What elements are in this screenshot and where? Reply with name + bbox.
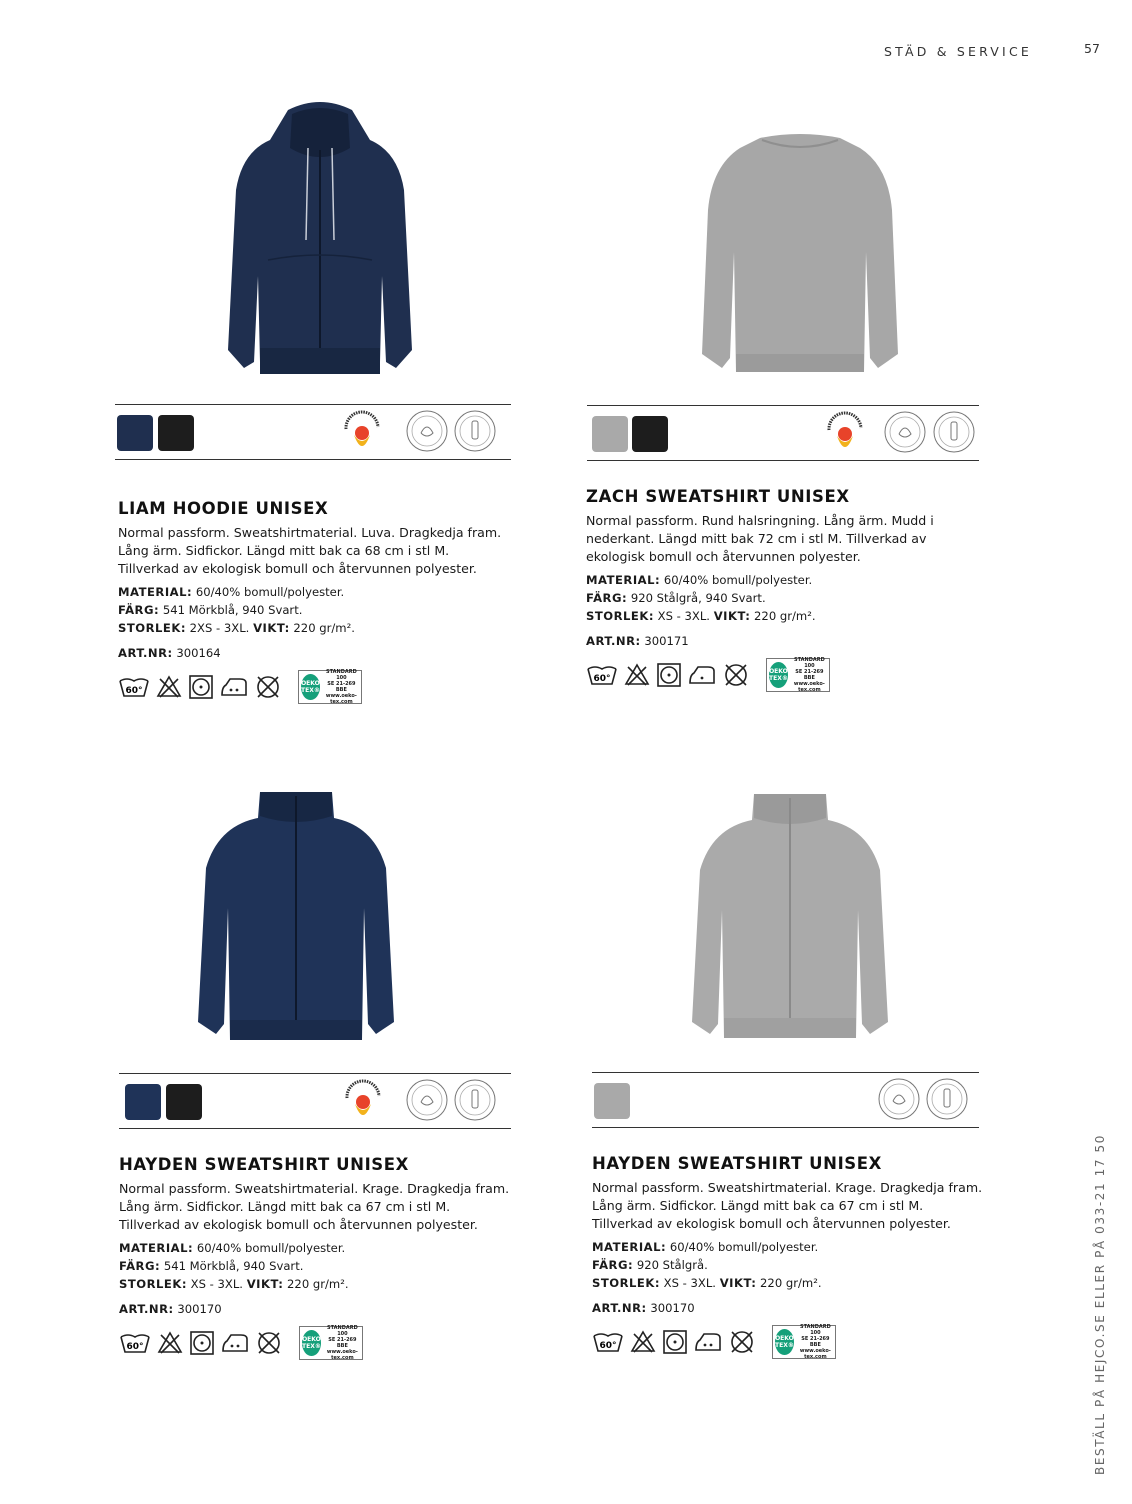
hayden-grey-photo	[690, 790, 890, 1040]
oeko-tex-label: OEKO TEX® STANDARD 100 SE 21-269 BBE www.oeko-tex.com	[299, 1326, 363, 1360]
material-line: MATERIAL: 60/40% bomull/polyester.	[119, 1241, 346, 1255]
color-swatch[interactable]	[125, 1084, 161, 1120]
iron-icon	[220, 675, 248, 699]
organic-cotton-seal	[883, 410, 927, 454]
iron-icon	[221, 1331, 249, 1355]
size-line: STORLEK: XS - 3XL. VIKT: 220 gr/m².	[119, 1277, 349, 1291]
page-number: 57	[1084, 41, 1100, 56]
liam-hoodie-photo	[220, 100, 420, 378]
wash-60-icon	[592, 1330, 624, 1354]
recycled-polyester-seal	[925, 1077, 969, 1121]
material-line: MATERIAL: 60/40% bomull/polyester.	[118, 585, 345, 599]
no-dry-clean-icon	[722, 663, 750, 687]
organic-cotton-seal	[877, 1077, 921, 1121]
wash-60-icon	[586, 663, 618, 687]
no-bleach-icon	[156, 675, 182, 699]
recycled-polyester-seal	[453, 1078, 497, 1122]
material-line: MATERIAL: 60/40% bomull/polyester.	[592, 1240, 819, 1254]
article-number: ART.NR: 300170	[119, 1302, 222, 1316]
product-title: HAYDEN SWEATSHIRT UNISEX	[592, 1154, 882, 1173]
wash-60-icon	[119, 1331, 151, 1355]
iron-icon	[694, 1330, 722, 1354]
recycled-polyester-seal	[453, 409, 497, 453]
organic-cotton-seal	[405, 409, 449, 453]
article-number: ART.NR: 300170	[592, 1301, 695, 1315]
no-bleach-icon	[624, 663, 650, 687]
color-swatch[interactable]	[166, 1084, 202, 1120]
care-symbols	[118, 670, 510, 704]
color-line: FÄRG: 541 Mörkblå, 940 Svart.	[118, 603, 303, 617]
color-swatch[interactable]	[592, 416, 628, 452]
no-dry-clean-icon	[255, 1331, 283, 1355]
iron-icon	[688, 663, 716, 687]
upphandlat-sortiment-adda-logo	[823, 410, 867, 454]
section-title: STÄD & SERVICE	[884, 44, 1032, 59]
upphandlat-sortiment-adda-logo	[340, 409, 384, 453]
product-liam	[118, 499, 510, 704]
care-symbols	[592, 1325, 984, 1359]
oeko-tex-badge: OEKO TEX®	[301, 674, 320, 700]
swatch-bar-liam	[115, 404, 511, 460]
size-line: STORLEK: XS - 3XL. VIKT: 220 gr/m².	[586, 609, 816, 623]
svg-text:60°: 60°	[593, 674, 611, 684]
no-dry-clean-icon	[254, 675, 282, 699]
oeko-tex-badge: OEKO TEX®	[775, 1329, 794, 1355]
organic-cotton-seal	[405, 1078, 449, 1122]
no-dry-clean-icon	[728, 1330, 756, 1354]
oeko-tex-label: OEKO TEX® STANDARD 100 SE 21-269 BBE www.oeko-tex.com	[766, 658, 830, 692]
color-line: FÄRG: 541 Mörkblå, 940 Svart.	[119, 1259, 304, 1273]
size-line: STORLEK: 2XS - 3XL. VIKT: 220 gr/m².	[118, 621, 355, 635]
hayden-navy-photo	[196, 788, 396, 1044]
swatch-bar-zach	[587, 405, 979, 461]
oeko-tex-badge: OEKO TEX®	[302, 1330, 321, 1356]
product-title: HAYDEN SWEATSHIRT UNISEX	[119, 1155, 409, 1174]
color-swatch[interactable]	[158, 415, 194, 451]
color-swatch[interactable]	[632, 416, 668, 452]
tumble-dry-icon	[656, 663, 682, 687]
product-description: Normal passform. Sweatshirtmaterial. Krage. Dragkedja fram. Lång ärm. Sidfickor. Längd mitt bak ca 67 cm i stl M. Tillverkad av ekologisk bomull och återvunnen polyester.	[592, 1180, 983, 1231]
product-description: Normal passform. Sweatshirtmaterial. Luva. Dragkedja fram. Lång ärm. Sidfickor. Längd mitt bak ca 68 cm i stl M. Tillverkad av ekologisk bomull och återvunnen polyester.	[118, 525, 502, 576]
color-line: FÄRG: 920 Stålgrå.	[592, 1258, 708, 1272]
zach-sweatshirt-photo	[700, 132, 900, 377]
tumble-dry-icon	[188, 675, 214, 699]
product-hayden-navy	[119, 1155, 511, 1360]
svg-text:60°: 60°	[125, 686, 143, 696]
no-bleach-icon	[630, 1330, 656, 1354]
color-swatch[interactable]	[594, 1083, 630, 1119]
svg-text:60°: 60°	[599, 1341, 617, 1351]
article-number: ART.NR: 300164	[118, 646, 221, 660]
swatch-bar-hayden-navy	[119, 1073, 511, 1129]
swatch-bar-hayden-grey	[592, 1072, 979, 1128]
care-symbols	[119, 1326, 511, 1360]
no-bleach-icon	[157, 1331, 183, 1355]
color-swatch[interactable]	[117, 415, 153, 451]
upphandlat-sortiment-adda-logo	[341, 1078, 385, 1122]
oeko-tex-label: OEKO TEX® STANDARD 100 SE 21-269 BBE www.oeko-tex.com	[298, 670, 362, 704]
product-hayden-grey	[592, 1154, 984, 1359]
wash-60-icon	[118, 675, 150, 699]
tumble-dry-icon	[189, 1331, 215, 1355]
oeko-tex-badge: OEKO TEX®	[769, 662, 788, 688]
product-title: LIAM HOODIE UNISEX	[118, 499, 329, 518]
order-info-vertical-text: BESTÄLL PÅ HEJCO.SE ELLER PÅ 033-21 17 50	[1093, 1133, 1107, 1475]
care-symbols	[586, 658, 978, 692]
tumble-dry-icon	[662, 1330, 688, 1354]
product-description: Normal passform. Rund halsringning. Lång ärm. Mudd i nederkant. Längd mitt bak 72 cm i stl M. Tillverkad av ekologisk bomull och återvunnen polyester.	[586, 513, 934, 564]
color-line: FÄRG: 920 Stålgrå, 940 Svart.	[586, 591, 766, 605]
product-description: Normal passform. Sweatshirtmaterial. Krage. Dragkedja fram. Lång ärm. Sidfickor. Längd mitt bak ca 67 cm i stl M. Tillverkad av ekologisk bomull och återvunnen polyester.	[119, 1181, 510, 1232]
article-number: ART.NR: 300171	[586, 634, 689, 648]
recycled-polyester-seal	[932, 410, 976, 454]
size-line: STORLEK: XS - 3XL. VIKT: 220 gr/m².	[592, 1276, 822, 1290]
product-title: ZACH SWEATSHIRT UNISEX	[586, 487, 850, 506]
product-zach	[586, 487, 978, 692]
material-line: MATERIAL: 60/40% bomull/polyester.	[586, 573, 813, 587]
oeko-tex-label: OEKO TEX® STANDARD 100 SE 21-269 BBE www.oeko-tex.com	[772, 1325, 836, 1359]
svg-text:60°: 60°	[126, 1342, 144, 1352]
